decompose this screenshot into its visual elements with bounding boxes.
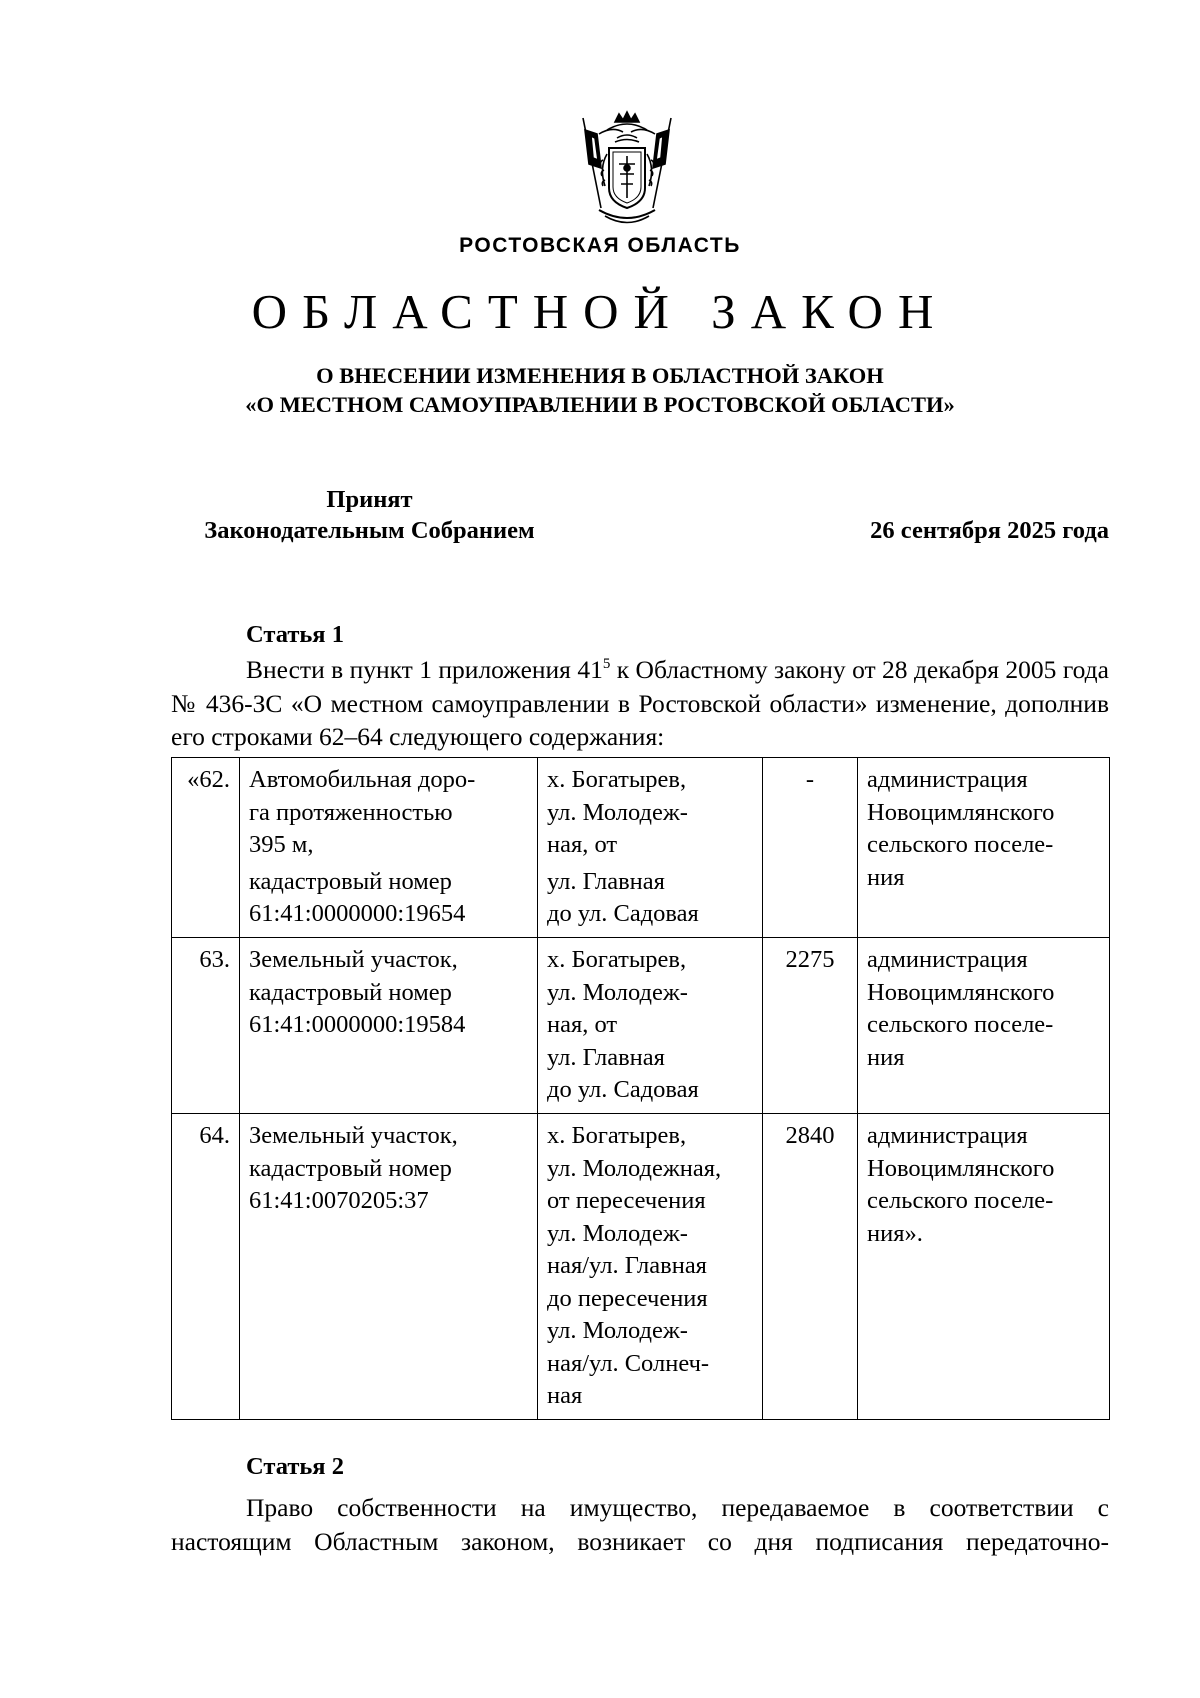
recipient-cell: [858, 938, 1110, 1114]
adoption-label: [172, 484, 567, 546]
cell-line: сельского поселе-: [867, 1187, 1054, 1214]
region-name: РОСТОВСКАЯ ОБЛАСТЬ: [459, 234, 741, 257]
cell-line: х. Богатырев,: [547, 1122, 687, 1149]
cell-line: кадастровый номер: [249, 1154, 452, 1182]
recipient-cell: [858, 1114, 1110, 1420]
superscript: 5: [602, 656, 611, 672]
row-number: 64.: [172, 1114, 240, 1420]
cell-line: сельского поселе-: [867, 831, 1054, 858]
cell-line: 61:41:0070205:37: [249, 1187, 429, 1214]
cell-line: от пересечения: [547, 1187, 706, 1214]
cell-line: ул. Молодеж-: [547, 978, 688, 1006]
cell-line: ная, от: [547, 831, 618, 858]
recipient-cell: [858, 758, 1110, 938]
cell-line: х. Богатырев,: [547, 766, 687, 793]
document-type: ОБЛАСТНОЙ ЗАКОН: [251, 284, 949, 339]
cell-line: ул. Главная: [547, 1043, 665, 1071]
cell-line: ул. Молодеж-: [547, 1317, 688, 1344]
cell-line: х. Богатырев,: [547, 946, 687, 973]
location-cell: [538, 758, 763, 938]
object-cell: [240, 1114, 538, 1420]
cell-line: ния: [867, 863, 905, 891]
cell-line: ная, от: [547, 1011, 618, 1038]
cell-line: Земельный участок,: [249, 946, 458, 973]
area-cell: 2840: [763, 1114, 858, 1420]
object-cell: [240, 938, 538, 1114]
row-number: «62.: [172, 758, 240, 938]
law-title-line: О ВНЕСЕНИИ ИЗМЕНЕНИЯ В ОБЛАСТНОЙ ЗАКОН: [316, 363, 884, 388]
cell-line: га протяженностью: [249, 798, 453, 826]
cell-line: 61:41:0000000:19654: [249, 900, 466, 927]
cell-line: до ул. Садовая: [547, 900, 699, 927]
adoption-label-line: Законодательным Собранием: [204, 517, 535, 544]
row-number: 63.: [172, 938, 240, 1114]
cell-line: ул. Главная: [547, 867, 665, 895]
area-cell: -: [763, 758, 858, 938]
cell-line: ния».: [867, 1219, 923, 1247]
cell-line: кадастровый номер: [249, 978, 452, 1006]
adoption-date: 26 сентября 2025 года: [870, 517, 1109, 544]
cell-line: Автомобильная доро-: [249, 766, 476, 793]
law-title: [0, 361, 1200, 419]
cell-line: ная/ул. Солнеч-: [547, 1349, 710, 1377]
cell-line: до пересечения: [547, 1284, 708, 1312]
cell-line: Земельный участок,: [249, 1122, 458, 1149]
article-1-text: [171, 653, 1109, 754]
cell-line: ул. Молодеж-: [547, 798, 688, 826]
cell-line: Новоцимлянского: [867, 1154, 1055, 1182]
coat-of-arms-emblem: [577, 108, 677, 230]
cell-line: кадастровый номер: [249, 867, 452, 895]
adoption-label-line: Принят: [326, 486, 413, 513]
cell-line: сельского поселе-: [867, 1011, 1054, 1038]
area-cell: 2275: [763, 938, 858, 1114]
article-1-text-part: Внести в пункт 1 приложения 41: [246, 655, 603, 684]
cell-line: Новоцимлянского: [867, 798, 1055, 826]
cell-line: администрация: [867, 946, 1028, 973]
article-2-text: Право собственности на имущество, передаваемое в соответствии с настоящим Областным законом, возникает со дня подписания передаточно-: [171, 1493, 1109, 1556]
cell-line: до ул. Садовая: [547, 1076, 699, 1103]
cell-line: 395 м,: [249, 831, 314, 858]
cell-line: Новоцимлянского: [867, 978, 1055, 1006]
cell-line: ул. Молодеж-: [547, 1219, 688, 1247]
amendment-table: [171, 757, 1110, 1420]
cell-line: администрация: [867, 1122, 1028, 1149]
cell-line: ная/ул. Главная: [547, 1252, 707, 1279]
object-cell: [240, 758, 538, 938]
table-row: [172, 1114, 1110, 1420]
location-cell: [538, 1114, 763, 1420]
location-cell: [538, 938, 763, 1114]
article-1-text-part: к Областному закону от 28 декабря 2005 года № 436-ЗС «О местном самоуправлении в Ростовской области» изменение, дополнив его строками 62–64 следующего содержания:: [171, 655, 1109, 751]
law-title-line: «О МЕСТНОМ САМОУПРАВЛЕНИИ В РОСТОВСКОЙ ОБЛАСТИ»: [245, 392, 955, 417]
article-1-title: Статья 1: [246, 621, 344, 648]
table-row: [172, 758, 1110, 938]
cell-line: администрация: [867, 766, 1028, 793]
article-2-title: Статья 2: [246, 1453, 344, 1480]
cell-line: ная: [547, 1382, 583, 1409]
cell-line: 61:41:0000000:19584: [249, 1011, 466, 1038]
table-row: [172, 938, 1110, 1114]
cell-line: ния: [867, 1043, 905, 1071]
cell-line: ул. Молодежная,: [547, 1154, 722, 1182]
